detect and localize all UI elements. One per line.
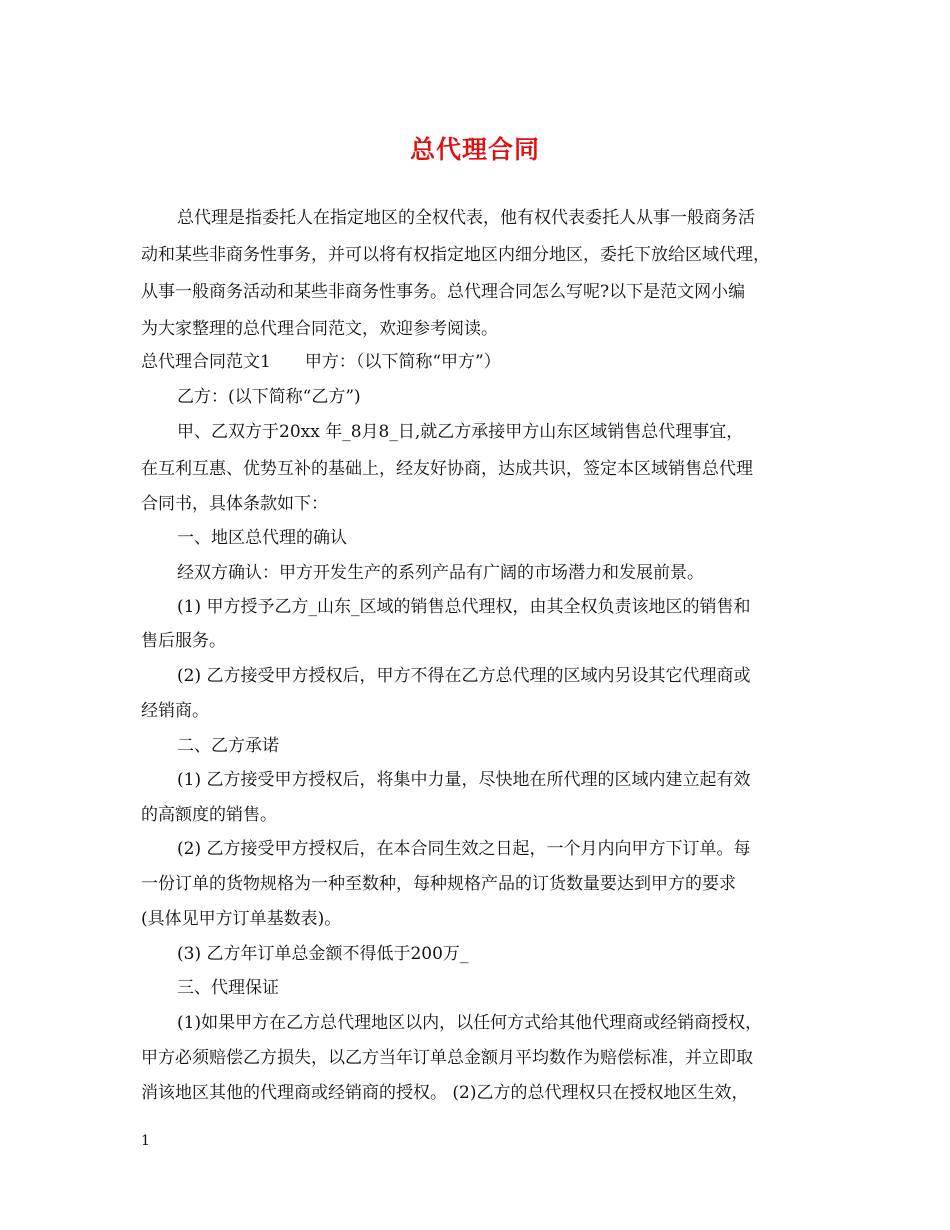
section-heading: 三、代理保证	[177, 978, 279, 998]
paragraph-line: 合同书，具体条款如下：	[141, 494, 328, 514]
section-heading: 一、地区总代理的确认	[177, 528, 347, 548]
paragraph-line: 消该地区其他的代理商或经销商的授权。 (2)乙方的总代理权只在授权地区生效，	[141, 1083, 749, 1103]
paragraph-line: 甲、乙双方于20xx 年_8月8_日,就乙方承接甲方山东区域销售总代理事宜，	[177, 422, 744, 442]
paragraph-line: 经销商。	[141, 701, 209, 721]
paragraph-line: 在互利互惠、优势互补的基础上，经友好协商，达成共识，签定本区域销售总代理	[141, 459, 753, 479]
paragraph-line: 动和某些非商务性事务，并可以将有权指定地区内细分地区，委托下放给区域代理，	[141, 245, 770, 265]
paragraph-line: (1) 甲方授予乙方_山东_区域的销售总代理权，由其全权负责该地区的销售和	[177, 597, 751, 617]
paragraph-line: (3) 乙方年订单总金额不得低于200万_	[177, 944, 469, 964]
paragraph-line: (2) 乙方接受甲方授权后，甲方不得在乙方总代理的区域内另设其它代理商或	[177, 666, 751, 686]
document-title: 总代理合同	[409, 135, 540, 164]
paragraph-line: 乙方：(以下简称“乙方”)	[177, 387, 361, 407]
paragraph-line: (1)如果甲方在乙方总代理地区以内，以任何方式给其他代理商或经销商授权，	[177, 1013, 763, 1033]
paragraph-line: 经双方确认：甲方开发生产的系列产品有广阔的市场潜力和发展前景。	[177, 563, 704, 583]
paragraph-line: (具体见甲方订单基数表)。	[141, 909, 342, 929]
paragraph-line: (2) 乙方接受甲方授权后，在本合同生效之日起，一个月内向甲方下订单。每	[177, 839, 751, 859]
paragraph-line: (1) 乙方接受甲方授权后，将集中力量，尽快地在所代理的区域内建立起有效	[177, 770, 751, 790]
paragraph-line: 甲方必须赔偿乙方损失，以乙方当年订单总金额月平均数作为赔偿标准，并立即取	[141, 1048, 753, 1068]
paragraph-line: 从事一般商务活动和某些非商务性事务。总代理合同怎么写呢?以下是范文网小编	[141, 282, 746, 302]
paragraph-line: 的高额度的销售。	[141, 805, 277, 825]
paragraph-line: 一份订单的货物规格为一种至数种，每种规格产品的订货数量要达到甲方的要求	[141, 874, 736, 894]
paragraph-line: 总代理合同范文1 甲方：（以下简称“甲方”）	[141, 352, 501, 372]
page-number: 1	[141, 1133, 150, 1149]
paragraph-line: 总代理是指委托人在指定地区的全权代表，他有权代表委托人从事一般商务活	[177, 208, 755, 228]
section-heading: 二、乙方承诺	[177, 736, 279, 756]
paragraph-line: 售后服务。	[141, 631, 226, 651]
paragraph-line: 为大家整理的总代理合同范文，欢迎参考阅读。	[141, 319, 498, 339]
